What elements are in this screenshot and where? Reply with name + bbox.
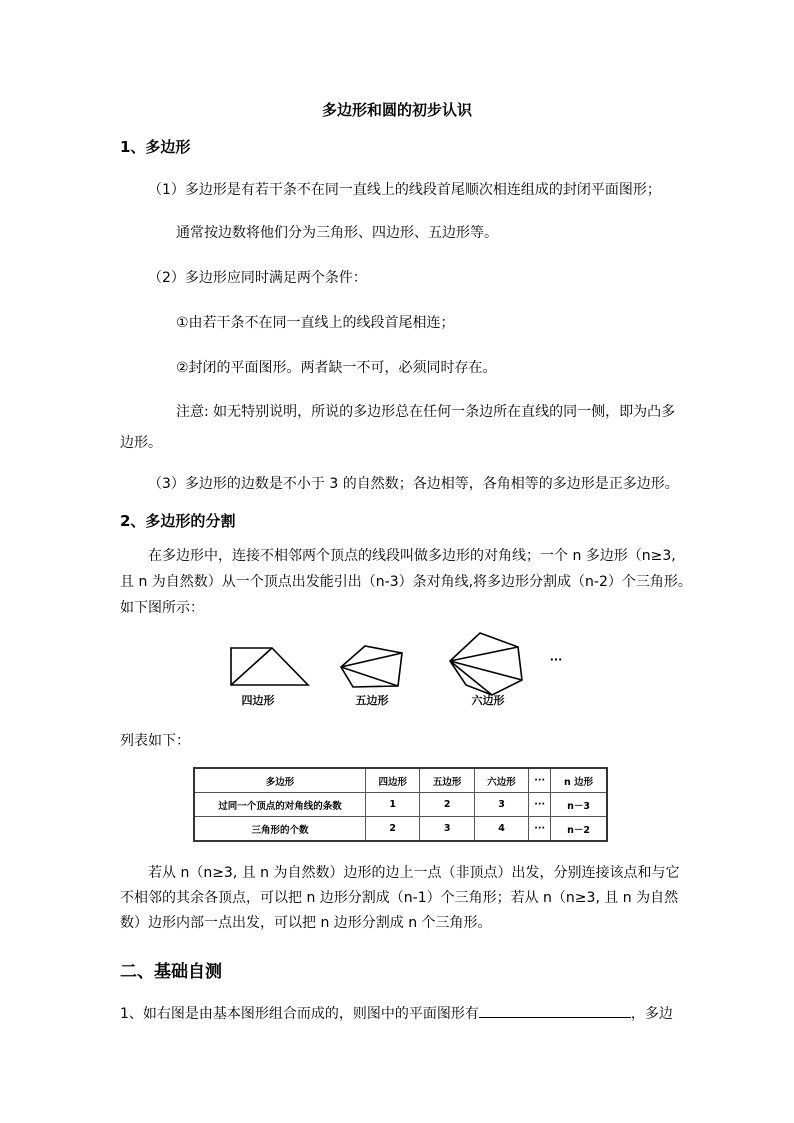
polygon-classification: 通常按边数将他们分为三角形、四边形、五边形等。 xyxy=(176,225,498,241)
page-title: 多边形和圆的初步认识 xyxy=(321,101,472,119)
table-cell: 1 xyxy=(366,793,420,817)
question-one-continuation: ，多边 xyxy=(630,1006,673,1022)
division-paragraph-line2: 且 n 为自然数）从一个顶点出发能引出（n-3）条对角线,将多边形分割成（n-2）个三角形。 xyxy=(120,574,692,590)
table-header-cell: 多边形 xyxy=(194,768,366,793)
answer-blank[interactable] xyxy=(479,1003,631,1018)
note-line-one: 注意: 如无特别说明，所说的多边形总在任何一条边所在直线的同一侧，即为凸多 xyxy=(176,404,676,420)
section-heading-division: 2、多边形的分割 xyxy=(120,512,236,530)
figure-label-pentagon: 五边形 xyxy=(355,694,389,707)
condition-one: ①由若干条不在同一直线上的线段首尾相连； xyxy=(176,315,455,331)
pentagon-figure xyxy=(341,646,402,687)
polygon-diagonal-table xyxy=(193,767,608,842)
polygon-division-figure xyxy=(220,625,570,715)
table-cell: 2 xyxy=(420,793,474,817)
part-two-heading: 二、基础自测 xyxy=(120,962,222,982)
table-header-row xyxy=(194,768,607,793)
section-heading-polygon: 1、多边形 xyxy=(120,138,191,156)
question-one-text: 1、如右图是由基本图形组合而成的，则图中的平面图形有 xyxy=(120,1006,479,1022)
figure-label-hexagon: 六边形 xyxy=(471,694,505,707)
hexagon-figure xyxy=(450,633,522,695)
table-row xyxy=(194,817,607,842)
split-paragraph-line1: 若从 n（n≥3, 且 n 为自然数）边形的边上一点（非顶点）出发，分别连接该点和与它 xyxy=(148,865,680,881)
table-cell: 4 xyxy=(474,817,528,842)
quadrilateral-figure xyxy=(231,648,308,685)
table-cell: n－3 xyxy=(551,793,607,817)
list-intro: 列表如下： xyxy=(120,733,190,749)
table-cell: 3 xyxy=(420,817,474,842)
regular-polygon-rule: （3）多边形的边数是不小于 3 的自然数；各边相等，各角相等的多边形是正多边形。 xyxy=(148,476,679,492)
table-cell: 2 xyxy=(366,817,420,842)
table-cell: 三角形的个数 xyxy=(194,817,366,842)
figure-ellipsis: ··· xyxy=(549,653,563,666)
table-cell: ··· xyxy=(529,793,551,817)
question-one xyxy=(120,1003,673,1023)
table-header-cell: 五边形 xyxy=(420,768,474,793)
division-paragraph-line1: 在多边形中，连接不相邻两个顶点的线段叫做多边形的对角线；一个 n 多边形（n≥3, xyxy=(148,548,676,564)
table-header-cell: ··· xyxy=(529,768,551,793)
table-header-cell: 四边形 xyxy=(366,768,420,793)
polygon-conditions-intro: （2）多边形应同时满足两个条件： xyxy=(148,270,367,286)
table-cell: 3 xyxy=(474,793,528,817)
polygon-definition: （1）多边形是有若干条不在同一直线上的线段首尾顺次相连组成的封闭平面图形； xyxy=(148,182,661,198)
figure-label-quadrilateral: 四边形 xyxy=(241,694,275,707)
table-row xyxy=(194,793,607,817)
table-cell: 过同一个顶点的对角线的条数 xyxy=(194,793,366,817)
table-header-cell: n 边形 xyxy=(551,768,607,793)
division-paragraph-line3: 如下图所示： xyxy=(120,600,204,616)
condition-two: ②封闭的平面图形。两者缺一不可，必须同时存在。 xyxy=(176,360,497,376)
split-paragraph-line2: 不相邻的其余各顶点，可以把 n 边形分割成（n-1）个三角形；若从 n（n≥3, 且 n 为自然 xyxy=(120,890,679,906)
table-cell: ··· xyxy=(529,817,551,842)
note-line-two: 边形。 xyxy=(120,435,162,451)
table-cell: n－2 xyxy=(551,817,607,842)
table-header-cell: 六边形 xyxy=(474,768,528,793)
split-paragraph-line3: 数）边形内部一点出发，可以把 n 边形分割成 n 个三角形。 xyxy=(120,915,492,931)
